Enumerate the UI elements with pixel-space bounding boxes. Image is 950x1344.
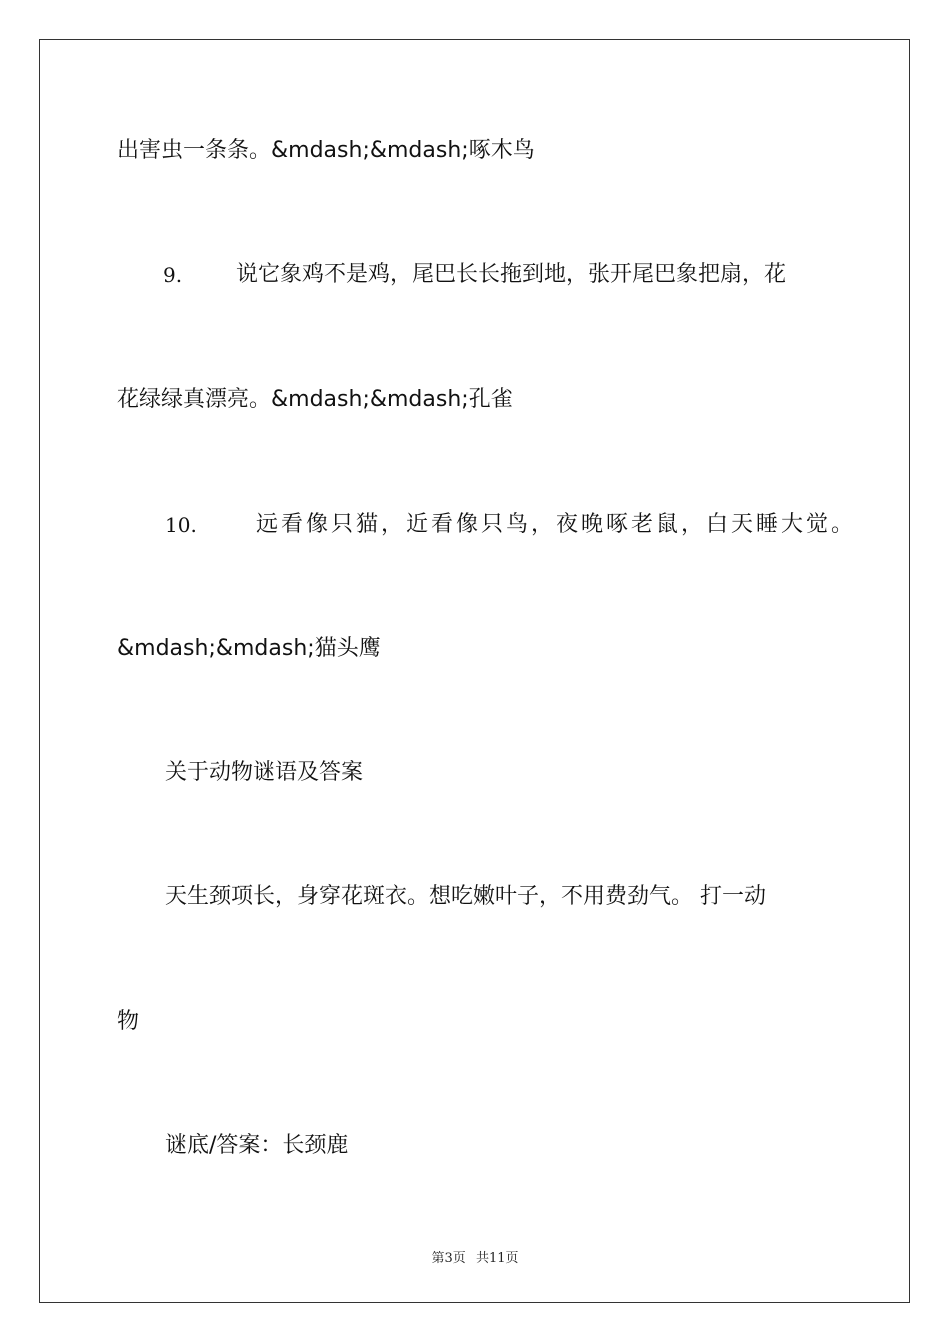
answer-line: 谜底/答案：长颈鹿 xyxy=(165,1133,349,1158)
paragraph-line: 远看像只猫，近看像只鸟，夜晚啄老鼠，白天睡大觉。 xyxy=(256,512,857,537)
item-number: 10. xyxy=(165,513,197,537)
item-number: 9. xyxy=(163,263,183,287)
paragraph-line: 物 xyxy=(117,1009,140,1034)
paragraph-line: &mdash;&mdash;猫头鹰 xyxy=(117,636,381,661)
section-heading: 关于动物谜语及答案 xyxy=(165,760,364,785)
paragraph-line: 花绿绿真漂亮。&mdash;&mdash;孔雀 xyxy=(117,387,513,412)
page-border xyxy=(39,39,910,1303)
paragraph-line: 天生颈项长，身穿花斑衣。想吃嫩叶子，不用费劲气。 打一动 xyxy=(165,884,766,909)
total-pages-label: 共11页 xyxy=(475,1251,519,1266)
current-page-label: 第3页 xyxy=(431,1251,466,1266)
page-footer xyxy=(0,1247,950,1266)
paragraph-line: 说它象鸡不是鸡，尾巴长长拖到地，张开尾巴象把扇，花 xyxy=(236,262,787,287)
paragraph-line: 出害虫一条条。&mdash;&mdash;啄木鸟 xyxy=(117,138,535,163)
